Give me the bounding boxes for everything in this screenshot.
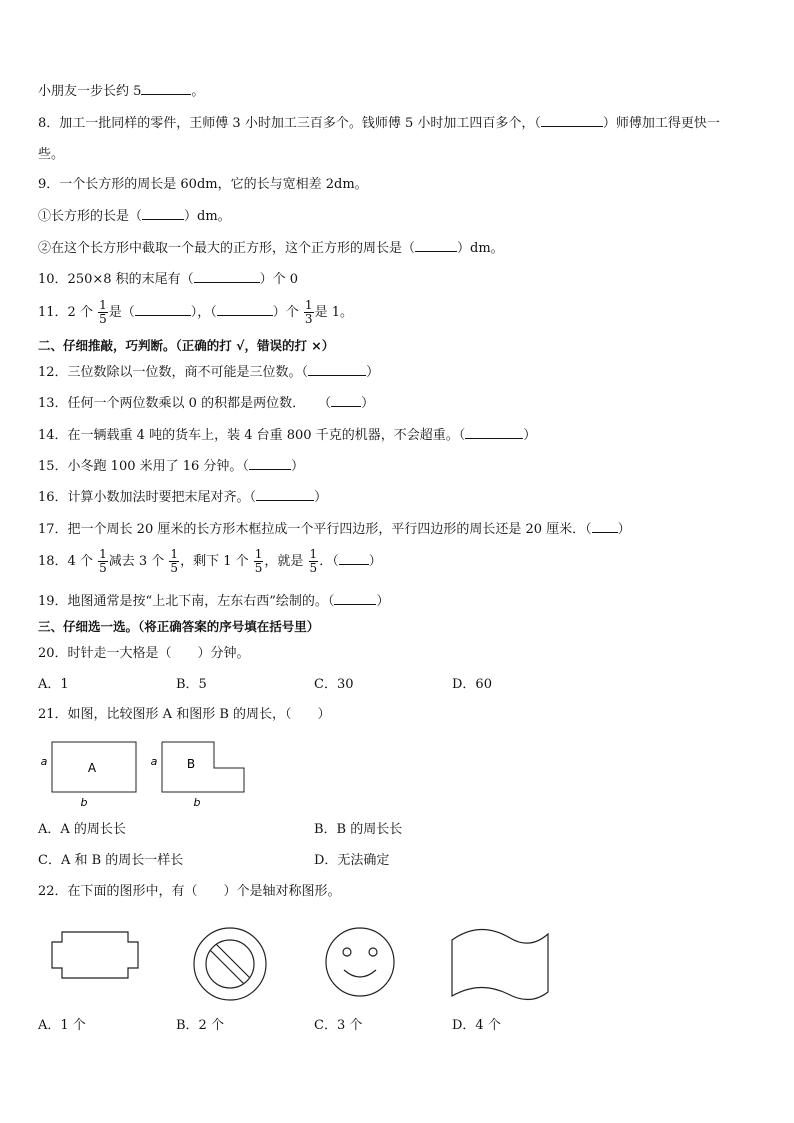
answer-blank[interactable] bbox=[592, 520, 618, 533]
answer-blank[interactable] bbox=[249, 457, 291, 470]
answer-blank[interactable] bbox=[541, 114, 603, 127]
option-a[interactable]: A．1 个 bbox=[38, 1018, 86, 1033]
answer-blank[interactable] bbox=[308, 363, 366, 376]
question-19: 19．地图通常是按“上北下南，左东右西”绘制的。（ ） bbox=[38, 594, 390, 609]
fraction: $\frac{1}{3}$ bbox=[304, 298, 313, 326]
question-9-part-1: ①长方形的长是（ ）dm。 bbox=[38, 209, 231, 224]
answer-blank[interactable] bbox=[331, 394, 361, 407]
question-12: 12．三位数除以一位数，商不可能是三位数。（ ） bbox=[38, 365, 380, 380]
answer-blank[interactable] bbox=[256, 488, 314, 501]
question-13: 13．任何一个两位数乘以 0 的积都是两位数． （ ） bbox=[38, 396, 375, 411]
svg-text:b: b bbox=[80, 796, 88, 809]
answer-blank[interactable] bbox=[142, 207, 184, 220]
question-16: 16．计算小数加法时要把末尾对齐。（ ） bbox=[38, 490, 328, 505]
fraction: $\frac{1}{5}$ bbox=[99, 298, 107, 326]
option-c[interactable]: C．30 bbox=[314, 677, 354, 692]
figure-b bbox=[151, 742, 244, 809]
section-3-heading: 三、仔细选一选。（将正确答案的序号填在括号里） bbox=[38, 619, 320, 634]
fraction: $\frac{1}{5}$ bbox=[254, 547, 263, 575]
answer-blank[interactable] bbox=[194, 270, 260, 283]
option-d[interactable]: D．60 bbox=[452, 677, 492, 692]
option-b[interactable]: B．5 bbox=[176, 677, 207, 692]
fraction: $\frac{1}{5}$ bbox=[170, 547, 179, 575]
fraction: $\frac{1}{5}$ bbox=[309, 547, 318, 575]
svg-text:B: B bbox=[186, 757, 196, 771]
question-15: 15．小冬跑 100 米用了 16 分钟。（ ） bbox=[38, 459, 304, 474]
section-2-heading: 二、仔细推敲，巧判断。（正确的打 √，错误的打 ×） bbox=[38, 338, 335, 353]
question-22: 22．在下面的图形中，有（ ）个是轴对称图形。 bbox=[38, 884, 341, 899]
option-b[interactable]: B．B 的周长长 bbox=[314, 822, 403, 837]
smiley-face-shape bbox=[326, 928, 394, 996]
perimeter-figures bbox=[36, 738, 251, 810]
question-10: 10．250×8 积的末尾有（ ）个 0 bbox=[38, 272, 299, 287]
question-17: 17．把一个周长 20 厘米的长方形木框拉成一个平行四边形，平行四边形的周长还是 20 厘米．（ ） bbox=[38, 522, 631, 537]
svg-text:b: b bbox=[193, 796, 201, 809]
option-d[interactable]: D．无法确定 bbox=[314, 853, 390, 868]
answer-blank[interactable] bbox=[141, 82, 191, 95]
question-8: 8．加工一批同样的零件，王师傅 3 小时加工三百多个。钱师傅 5 小时加工四百多个，（ ）师傅加工得更快一 bbox=[38, 116, 720, 131]
no-entry-sign-shape bbox=[194, 928, 266, 1000]
option-a[interactable]: A．A 的周长长 bbox=[38, 822, 126, 837]
answer-blank[interactable] bbox=[465, 426, 523, 439]
svg-text:A: A bbox=[87, 761, 97, 775]
option-b[interactable]: B．2 个 bbox=[176, 1018, 224, 1033]
question-21: 21．如图，比较图形 A 和图形 B 的周长，（ ） bbox=[38, 707, 331, 722]
svg-text:a: a bbox=[40, 755, 48, 768]
notched-rectangle-shape bbox=[52, 932, 138, 978]
question-9: 9．一个长方形的周长是 60dm，它的长与宽相差 2dm。 bbox=[38, 177, 368, 192]
answer-blank[interactable] bbox=[339, 552, 369, 565]
fraction: $\frac{1}{5}$ bbox=[99, 547, 107, 575]
wavy-flag-shape bbox=[452, 929, 548, 999]
question-18: 18．4 个 $\frac{1}{5}$ 减去 3 个 $\frac{1}{5}$ ，剩下 1 个 $\frac{1}{5}$ ，就是 $\frac{1}{5}$ ．（ ） bbox=[38, 547, 382, 575]
answer-blank[interactable] bbox=[415, 239, 457, 252]
option-c[interactable]: C．3 个 bbox=[314, 1018, 363, 1033]
question-14: 14．在一辆载重 4 吨的货车上，装 4 台重 800 千克的机器，不会超重。（ ） bbox=[38, 428, 537, 443]
option-c[interactable]: C．A 和 B 的周长一样长 bbox=[38, 853, 184, 868]
answer-blank[interactable] bbox=[334, 592, 376, 605]
question-7-tail: 小朋友一步长约 5 。 bbox=[38, 84, 205, 99]
question-8-continued: 些。 bbox=[38, 147, 65, 162]
answer-blank[interactable] bbox=[217, 303, 273, 316]
figure-a bbox=[41, 742, 136, 809]
svg-text:a: a bbox=[150, 755, 158, 768]
question-20: 20．时针走一大格是（ ）分钟。 bbox=[38, 646, 250, 661]
answer-blank[interactable] bbox=[135, 303, 191, 316]
question-11: 11．2 个 $\frac{1}{5}$ 是（ ），（ ）个 $\frac{1}{3}$ 是 1。 bbox=[38, 298, 353, 326]
question-9-part-2: ②在这个长方形中截取一个最大的正方形，这个正方形的周长是（ ）dm。 bbox=[38, 241, 504, 256]
option-a[interactable]: A．1 bbox=[38, 677, 69, 692]
option-d[interactable]: D．4 个 bbox=[452, 1018, 501, 1033]
symmetry-figures bbox=[40, 920, 560, 1004]
